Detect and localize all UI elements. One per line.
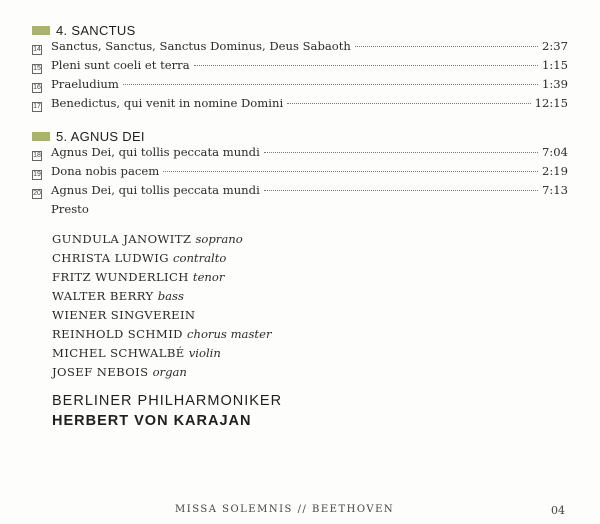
leader-dots — [264, 152, 538, 153]
section-heading — [32, 21, 568, 39]
performer — [52, 327, 272, 346]
performer-role: organ — [152, 365, 187, 379]
leader-dots — [264, 190, 538, 191]
performer-name: WIENER SINGVEREIN — [52, 308, 196, 322]
performer-name: FRITZ WUNDERLICH — [52, 270, 189, 284]
track-title: Praeludium — [51, 77, 119, 91]
section-sanctus — [32, 21, 568, 115]
track-time: 12:15 — [534, 96, 568, 110]
performer-role: violin — [188, 346, 221, 360]
track-title: Sanctus, Sanctus, Sanctus Dominus, Deus Sabaoth — [51, 39, 351, 53]
section-title: 4. SANCTUS — [56, 22, 136, 38]
section-agnus-dei — [32, 127, 568, 221]
track-number: 20 — [33, 190, 41, 197]
track-title: Pleni sunt coeli et terra — [51, 58, 190, 72]
performer — [52, 346, 272, 365]
track-row — [32, 164, 568, 183]
performer-name: WALTER BERRY — [52, 289, 154, 303]
track-number: 16 — [33, 84, 41, 91]
leader-dots — [194, 65, 538, 66]
track-row — [32, 58, 568, 77]
leader-dots — [163, 171, 538, 172]
track-time: 2:37 — [541, 39, 568, 53]
performer-role: tenor — [192, 270, 225, 284]
performer-name: CHRISTA LUDWIG — [52, 251, 169, 265]
performer-role: chorus master — [186, 327, 272, 341]
track-row — [32, 96, 568, 115]
track-time: 7:04 — [541, 145, 568, 159]
section-heading — [32, 127, 568, 145]
track-number: 19 — [33, 171, 41, 178]
track-time: 7:13 — [541, 183, 568, 197]
track-row — [32, 77, 568, 96]
leader-dots — [123, 84, 538, 85]
performers-list — [52, 232, 272, 384]
conductor-name: HERBERT VON KARAJAN — [52, 413, 252, 429]
orchestra-name: BERLINER PHILHARMONIKER — [52, 393, 283, 409]
performer — [52, 232, 272, 251]
track-title: Agnus Dei, qui tollis peccata mundi — [51, 145, 260, 159]
performer-name: REINHOLD SCHMID — [52, 327, 183, 341]
performer-name: MICHEL SCHWALBÉ — [52, 346, 185, 360]
track-time: 2:19 — [541, 164, 568, 178]
section-marker — [32, 26, 50, 35]
performer — [52, 251, 272, 270]
performer-role: contralto — [172, 251, 227, 265]
track-number: 18 — [33, 152, 41, 159]
section-title: 5. AGNUS DEI — [56, 128, 145, 144]
track-row — [32, 183, 568, 202]
track-time: 1:15 — [541, 58, 568, 72]
track-time: 1:39 — [541, 77, 568, 91]
performer — [52, 308, 272, 327]
track-title: Benedictus, qui venit in nomine Domini — [51, 96, 284, 110]
track-number: 14 — [33, 46, 41, 53]
performer-name: JOSEF NEBOIS — [52, 365, 149, 379]
performer-name: GUNDULA JANOWITZ — [52, 232, 192, 246]
tempo-marking: Presto — [51, 202, 89, 216]
leader-dots — [287, 103, 530, 104]
page-number: 04 — [551, 504, 565, 517]
performer-role: soprano — [195, 232, 243, 246]
track-number: 15 — [33, 65, 41, 72]
footer-title: MISSA SOLEMNIS // BEETHOVEN — [175, 504, 395, 515]
track-row — [32, 145, 568, 164]
performer-role: bass — [157, 289, 184, 303]
orchestra-block — [52, 393, 282, 433]
performer — [52, 289, 272, 308]
performer — [52, 270, 272, 289]
track-row — [32, 39, 568, 58]
leader-dots — [355, 46, 538, 47]
track-title: Dona nobis pacem — [51, 164, 160, 178]
track-title: Agnus Dei, qui tollis peccata mundi — [51, 183, 260, 197]
track-number: 17 — [33, 103, 41, 110]
performer — [52, 365, 272, 384]
section-marker — [32, 132, 50, 141]
